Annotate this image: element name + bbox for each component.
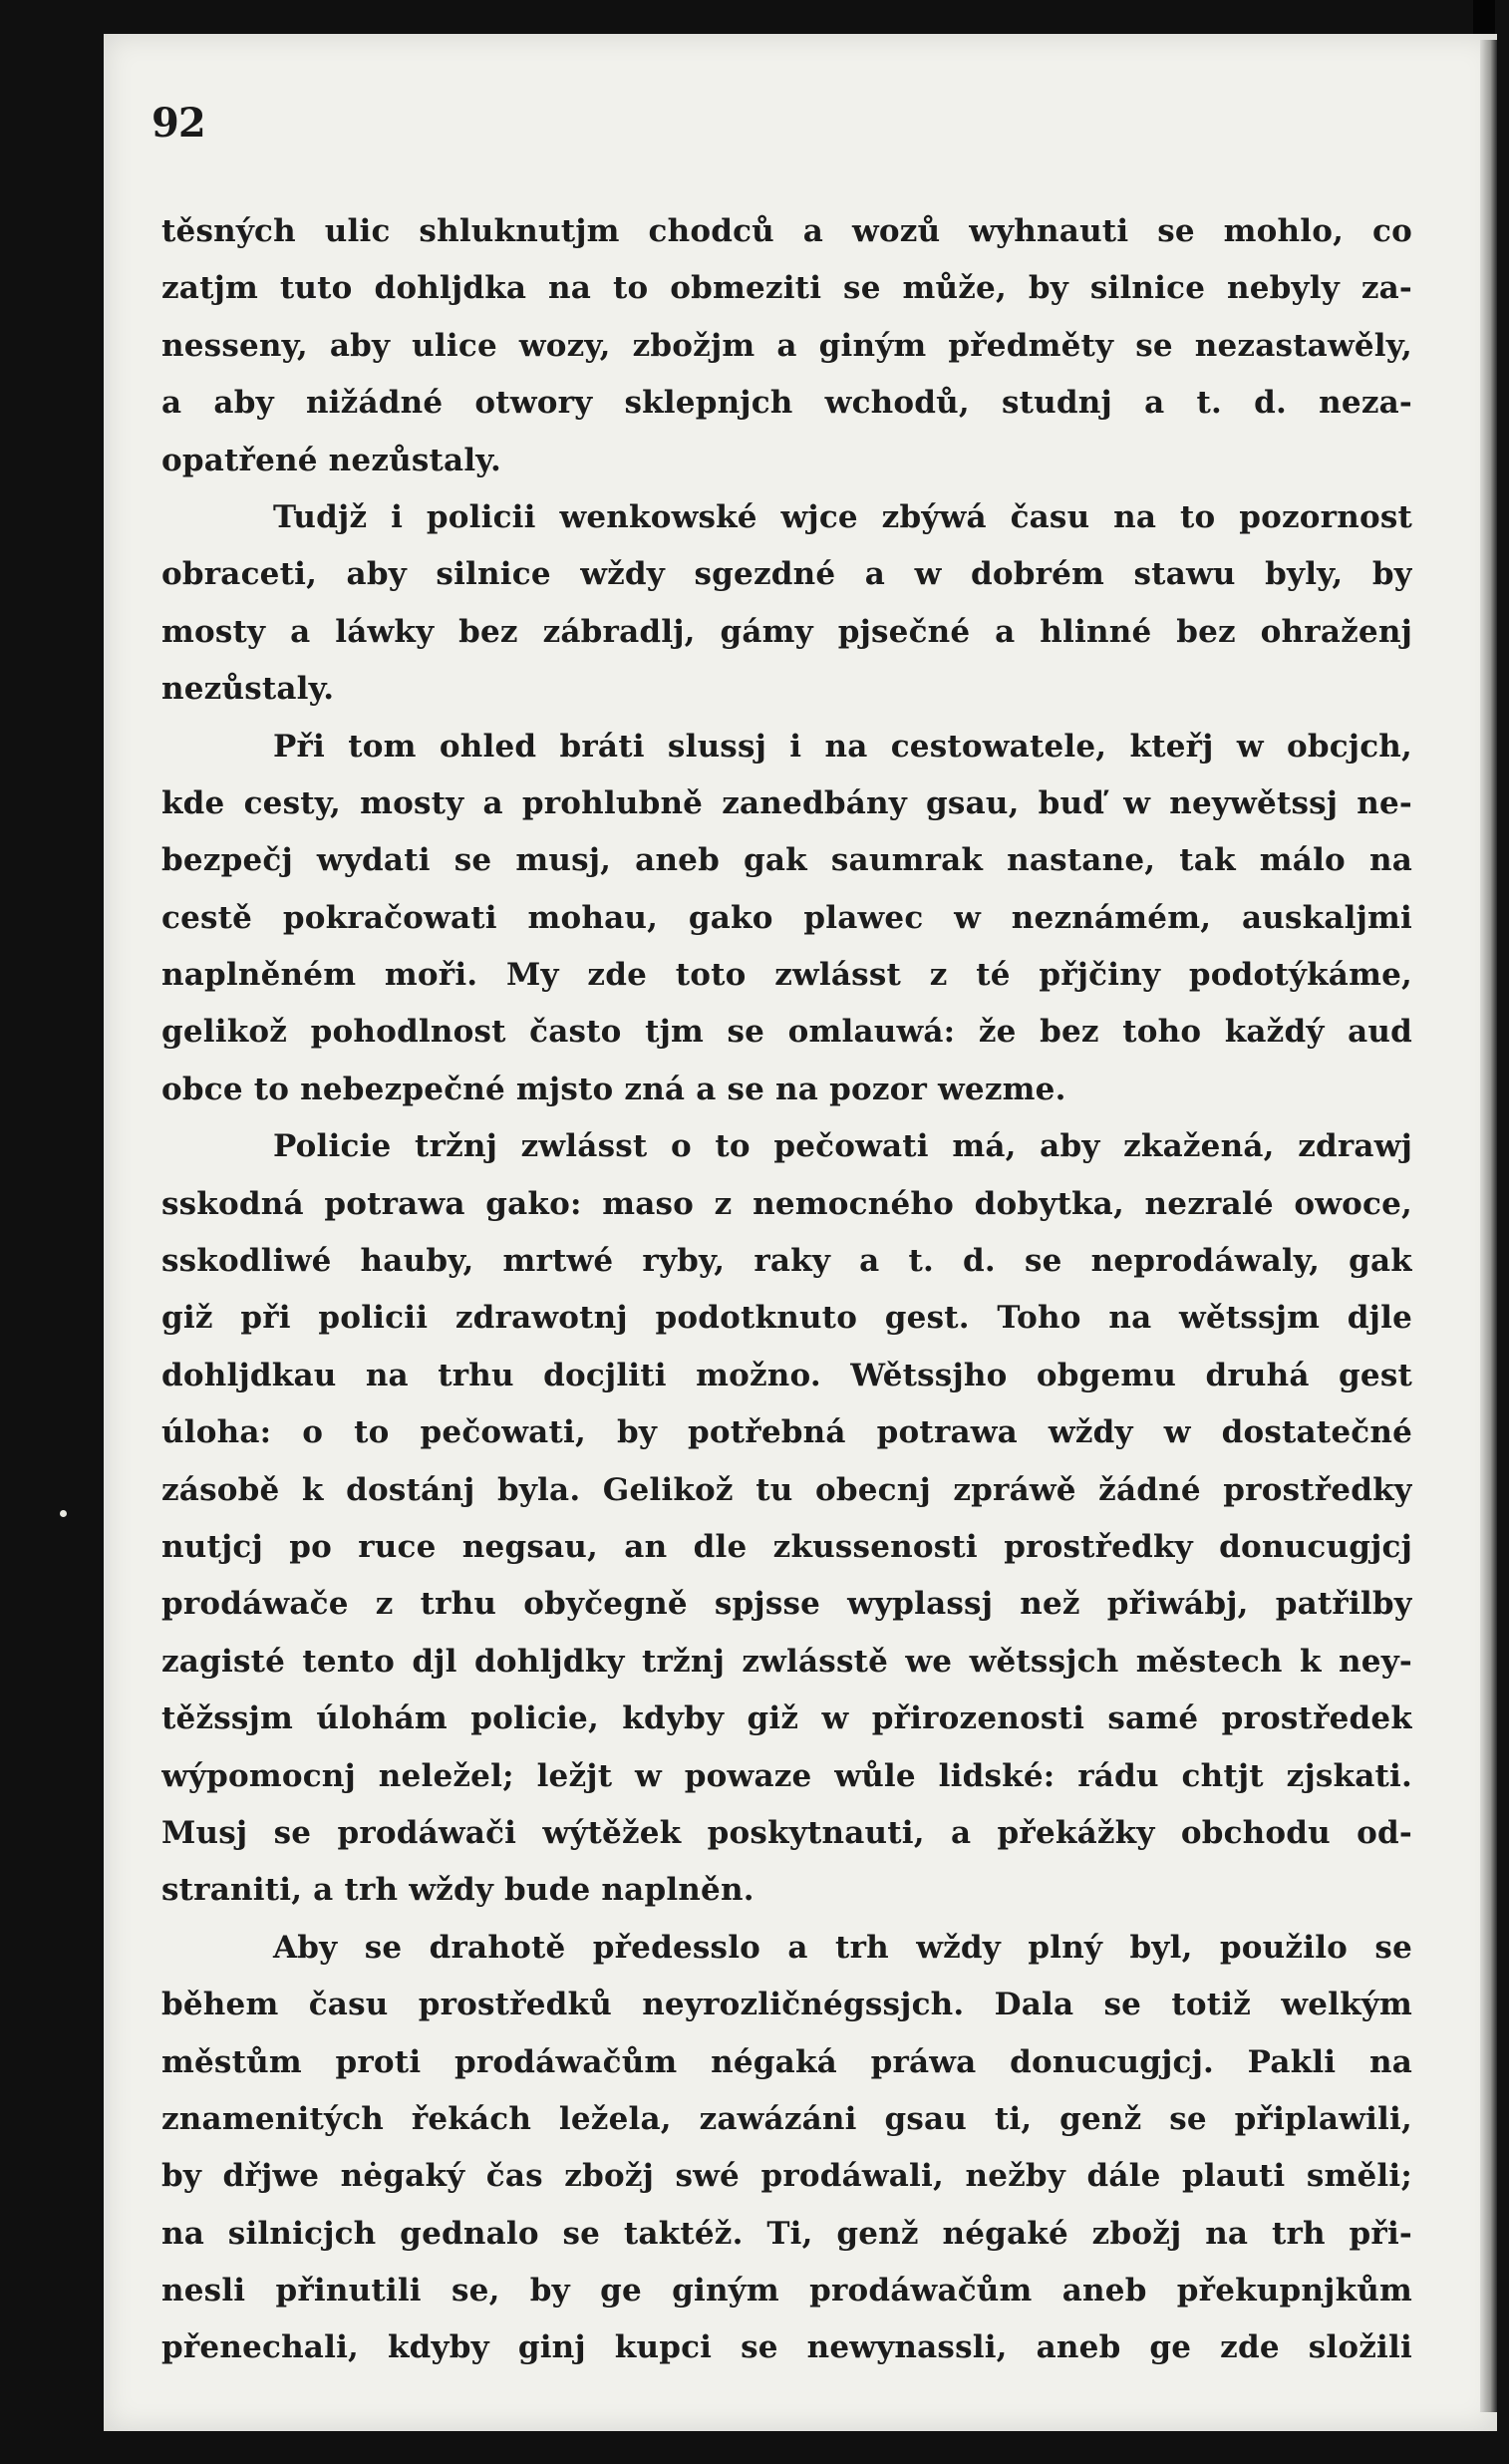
text-line-paragraph-start: Tudjž i policii wenkowské wjce zbýwá času na to pozornost (273, 498, 1412, 535)
text-line: a aby nižádné otwory sklepnjch wchodů, studnj a t. d. neza- (161, 385, 1412, 422)
text-line-paragraph-start: Při tom ohled bráti slussj i na cestowatele, kteřj w obcjch, (273, 728, 1412, 765)
page-number: 92 (151, 100, 205, 147)
text-line: obce to nebezpečné mjsto zná a se na pozor wezme. (161, 1071, 1066, 1107)
text-line: přenechali, kdyby ginj kupci se newynassli, aneb ge zde složili (161, 2329, 1412, 2366)
text-line: straniti, a trh wždy bude naplněn. (161, 1872, 754, 1909)
text-line-paragraph-start: Policie tržnj zwlásst o to pečowati má, aby zkažená, zdrawj (273, 1128, 1412, 1165)
body-text (161, 203, 1412, 2377)
text-line: giž při policii zdrawotnj podotknuto gest. Toho na wětssjm djle (161, 1300, 1412, 1337)
text-line: úloha: o to pečowati, by potřebná potrawa wždy w dostatečné (161, 1414, 1412, 1451)
text-line: zásobě k dostánj byla. Gelikož tu obecnj zpráwě žádné prostředky (161, 1471, 1412, 1508)
text-line: zagisté tento djl dohljdky tržnj zwlásstě we wětssjch městech k ney- (161, 1643, 1412, 1680)
text-line: opatřené nezůstaly. (161, 442, 501, 478)
text-line: obraceti, aby silnice wždy sgezdné a w dobrém stawu byly, by (161, 556, 1412, 593)
text-line: wýpomocnj neležel; ležjt w powaze wůle lidské: rádu chtjt zjskati. (161, 1757, 1412, 1794)
text-line: kde cesty, mosty a prohlubně zanedbány gsau, buď w neywětssj ne- (161, 784, 1412, 821)
text-line: sskodná potrawa gako: maso z nemocného dobytka, nezralé owoce, (161, 1185, 1412, 1222)
text-line: bezpečj wydati se musj, aneb gak saumrak nastane, tak málo na (161, 842, 1412, 879)
text-line: na silnicjch gednalo se taktéž. Ti, genž négaké zbožj na trh při- (161, 2215, 1412, 2252)
text-line: prodáwače z trhu obyčegně spjsse wyplassj než přiwábj, patřilby (161, 1586, 1412, 1623)
text-line: gelikož pohodlnost často tjm se omlauwá: že bez toho každý aud (161, 1014, 1412, 1051)
text-line: nesseny, aby ulice wozy, zbožjm a giným předměty se nezastawěly, (161, 327, 1412, 364)
text-line: těsných ulic shluknutjm chodců a wozů wyhnauti se mohlo, co (161, 213, 1412, 249)
text-line: znamenitých řekách ležela, zawázáni gsau ti, genž se připlawili, (161, 2100, 1412, 2137)
text-line: Musj se prodáwači wýtěžek poskytnauti, a překážky obchodu od- (161, 1814, 1412, 1851)
text-line: zatjm tuto dohljdka na to obmeziti se může, by silnice nebyly za- (161, 270, 1412, 307)
text-line: nesli přinutili se, by ge giným prodáwačům aneb překupnjkům (161, 2273, 1412, 2310)
text-line: mosty a láwky bez zábradlj, gámy pjsečné a hlinné bez ohraženj (161, 613, 1412, 650)
page-edge (1480, 40, 1497, 2412)
margin-speck (60, 1510, 67, 1517)
text-line-paragraph-start: Aby se drahotě předesslo a trh wždy plný byl, použilo se (273, 1929, 1412, 1966)
text-line: dohljdkau na trhu docjliti možno. Wětssjho obgemu druhá gest (161, 1357, 1412, 1393)
text-line: nezůstaly. (161, 671, 335, 708)
text-line: nutjcj po ruce negsau, an dle zkussenosti prostředky donucugjcj (161, 1528, 1412, 1565)
text-line: těžssjm úlohám policie, kdyby giž w přirozenosti samé prostředek (161, 1700, 1412, 1737)
text-line: městům proti prodáwačům négaká práwa donucugjcj. Pakli na (161, 2043, 1412, 2080)
text-line: naplněném moři. My zde toto zwlásst z té přjčiny podotýkáme, (161, 957, 1412, 994)
text-line: během času prostředků neyrozličnégssjch. Dala se totiž welkým (161, 1987, 1412, 2023)
text-line: cestě pokračowati mohau, gako plawec w neznámém, auskaljmi (161, 899, 1412, 936)
text-line: sskodliwé hauby, mrtwé ryby, raky a t. d. se neprodáwaly, gak (161, 1243, 1412, 1280)
text-line: by dřjwe nėgaký čas zbožj swé prodáwali, nežby dále plauti směli; (161, 2158, 1412, 2195)
